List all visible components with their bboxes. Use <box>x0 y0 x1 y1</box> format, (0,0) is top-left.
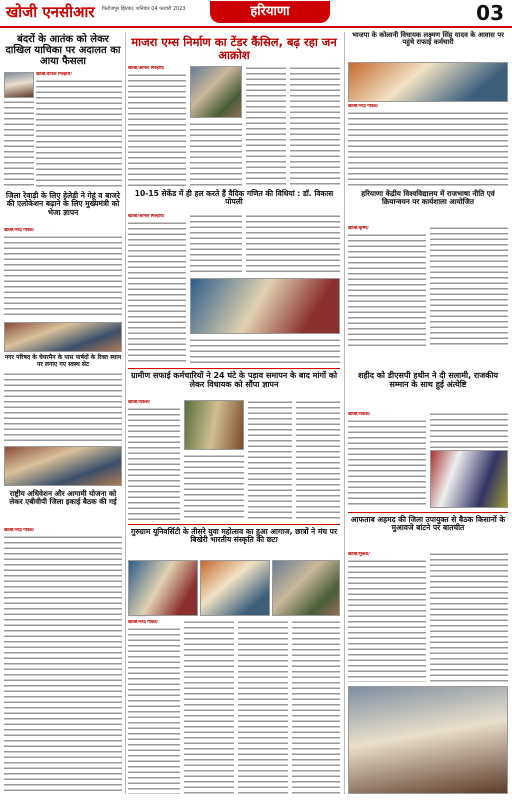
article-sanitation-c4 <box>296 400 340 520</box>
article-university-c2 <box>430 226 508 346</box>
byline: खोजी/कृष्ण/ <box>348 226 369 231</box>
body-text <box>348 419 426 509</box>
article-dsp-c2 <box>430 412 508 448</box>
article-dsp <box>348 412 426 508</box>
article-vedic <box>128 214 186 364</box>
body-text <box>190 214 242 274</box>
body-text <box>128 627 180 795</box>
headline-farmers: आफताब अहमद की जिला उपायुक्त से बैठक किसानों के मुआवजे बांटने पर बातचीत <box>350 515 506 533</box>
article-medical-c4 <box>290 66 340 186</box>
article-gurugram <box>128 620 180 794</box>
photo-session <box>4 446 122 486</box>
body-text <box>430 412 508 448</box>
body-text <box>128 407 180 521</box>
body-text <box>348 559 426 683</box>
byline: खोजी/नरेंद्र गोवल/ <box>348 104 379 109</box>
photo-dsp <box>430 450 508 508</box>
divider <box>348 512 508 513</box>
headline-wheat: जिला रेवाड़ी के लिए हेलेड़ी ने गेहूं व बाजरे की एलोकेशन बढ़ाने के लिए मुख्यमंत्री को भेजा ज्ञापन <box>6 191 120 217</box>
headline-vedic: 10-15 सेकेंड में ही हल करते हैं वैदिक गणित की विधियां : डॉ. विकास पोपली <box>134 189 334 207</box>
divider <box>128 524 340 525</box>
body-text <box>238 620 288 794</box>
article-monkeys <box>36 72 122 188</box>
body-text <box>190 122 242 186</box>
photo-medical <box>190 66 242 118</box>
article-sanitation-c3 <box>248 400 292 520</box>
article-wheat <box>4 228 122 318</box>
masthead <box>0 0 512 28</box>
body-text <box>248 400 292 520</box>
article-medical <box>128 66 186 186</box>
body-text <box>348 111 508 187</box>
body-text <box>4 372 122 442</box>
article-medical-c2 <box>190 122 242 186</box>
photo-monkeys <box>4 72 34 98</box>
photo-gurugram-3 <box>272 560 340 616</box>
byline: खोजी/नरेंद्र गोवल/ <box>4 228 35 233</box>
article-vedic-c2 <box>190 214 242 274</box>
body-text <box>190 338 340 364</box>
column-separator <box>344 32 345 794</box>
byline: खोजी/नरेंद्र गोवल/ <box>4 528 35 533</box>
body-text <box>296 400 340 520</box>
byline: खोजी/राकेश/ <box>128 400 151 405</box>
divider <box>128 368 340 369</box>
photo-farmers <box>348 686 508 794</box>
article-sanitation <box>128 400 180 520</box>
photo-gurugram-2 <box>200 560 270 616</box>
column-separator <box>125 32 126 794</box>
headline-bjp: भाजपा के कोलानी विधायक लक्ष्मण सिंह यादव के आवास पर पहुंचे राफाई कर्मचारी <box>352 31 504 47</box>
body-text <box>4 535 122 795</box>
byline: खोजी/नरेंद्र गोवल/ <box>128 620 159 625</box>
photo-vedic <box>190 278 340 334</box>
headline-council: नगर परिषद के चेयरमैन के पास पार्षदों के रिक्त स्थान पर लगाए गए स्वस्थ सेट <box>4 354 122 368</box>
issue-meta: फिरोजपुर झिरका, शनिवार 04 फरवरी 2023 <box>102 6 186 12</box>
body-text <box>246 214 340 274</box>
body-text <box>184 454 244 520</box>
page-number: 03 <box>476 1 504 25</box>
article-university <box>348 226 426 346</box>
body-text <box>128 221 186 365</box>
byline: खोजी/अनिल गिल्हारी/ <box>128 66 165 71</box>
body-text <box>4 100 34 188</box>
article-session <box>4 528 122 794</box>
headline-university: हरियाणा केंद्रीय विश्वविद्यालय में राजभाषा नीति एवं क्रियान्वयन पर कार्यशाला आयोजित <box>361 189 495 206</box>
byline: खोजी/मुकेश/ <box>348 552 370 557</box>
article-monkeys-cont <box>4 100 34 188</box>
headline-monkeys: बंदरों के आतंक को लेकर दाखिल याचिका पर अदालत का आया फैसला <box>5 34 121 67</box>
body-text <box>290 66 340 186</box>
body-text <box>128 73 186 187</box>
section-title: हरियाणा <box>210 1 330 23</box>
body-text <box>36 79 122 187</box>
article-farmers <box>348 552 426 682</box>
article-gurugram-c3 <box>238 620 288 794</box>
article-sanitation-c2 <box>184 454 244 520</box>
article-gurugram-c4 <box>292 620 340 794</box>
article-farmers-c2 <box>430 552 508 682</box>
body-text <box>184 620 234 794</box>
headline-gurugram: गुरुग्राम यूनिवर्सिटी के तीसरे युवा महोत्सव का हुआ आगाज, छात्रों ने मंच पर बिखेरी भारतीय संस्कृति की छटा <box>130 527 338 545</box>
body-text <box>4 235 122 319</box>
byline: खोजी/राकेश/ <box>348 412 371 417</box>
article-bjp <box>348 104 508 186</box>
article-vedic-c3 <box>246 214 340 274</box>
body-text <box>430 552 508 682</box>
photo-bjp <box>348 62 508 102</box>
article-gurugram-c2 <box>184 620 234 794</box>
article-vedic-c4 <box>190 338 340 364</box>
newspaper-logo: खोजी एनसीआर <box>6 3 95 21</box>
byline: खोजी/दीपक गिल्हारी/ <box>36 72 72 77</box>
body-text <box>348 233 426 347</box>
body-text <box>246 66 286 186</box>
headline-medical: माजरा एम्स निर्माण का टेंडर कैंसिल, बढ़ रहा जन आक्रोश <box>131 35 337 62</box>
photo-wheat <box>4 322 122 352</box>
article-council <box>4 372 122 442</box>
article-medical-c3 <box>246 66 286 186</box>
byline: खोजी/अनिल गिल्हारी/ <box>128 214 165 219</box>
photo-gurugram <box>128 560 198 616</box>
headline-dsp: शहीद को डीएसपी हथीन ने दी सलामी, राजकीय सम्मान के साथ हुई अंत्येष्टि <box>357 371 499 389</box>
body-text <box>430 226 508 346</box>
headline-session: राष्ट्रीय अधिवेशन और आगामी योजना को लेकर एबीवीपी जिला इकाई बैठक की गई <box>9 489 117 506</box>
body-text <box>292 620 340 794</box>
photo-sanitation <box>184 400 244 450</box>
headline-sanitation: ग्रामीण सफाई कर्मचारियों ने 24 घंटे के पड़ाव समापन के बाद मांगों को लेकर विधायक को सौंपा ज्ञापन <box>130 371 338 389</box>
